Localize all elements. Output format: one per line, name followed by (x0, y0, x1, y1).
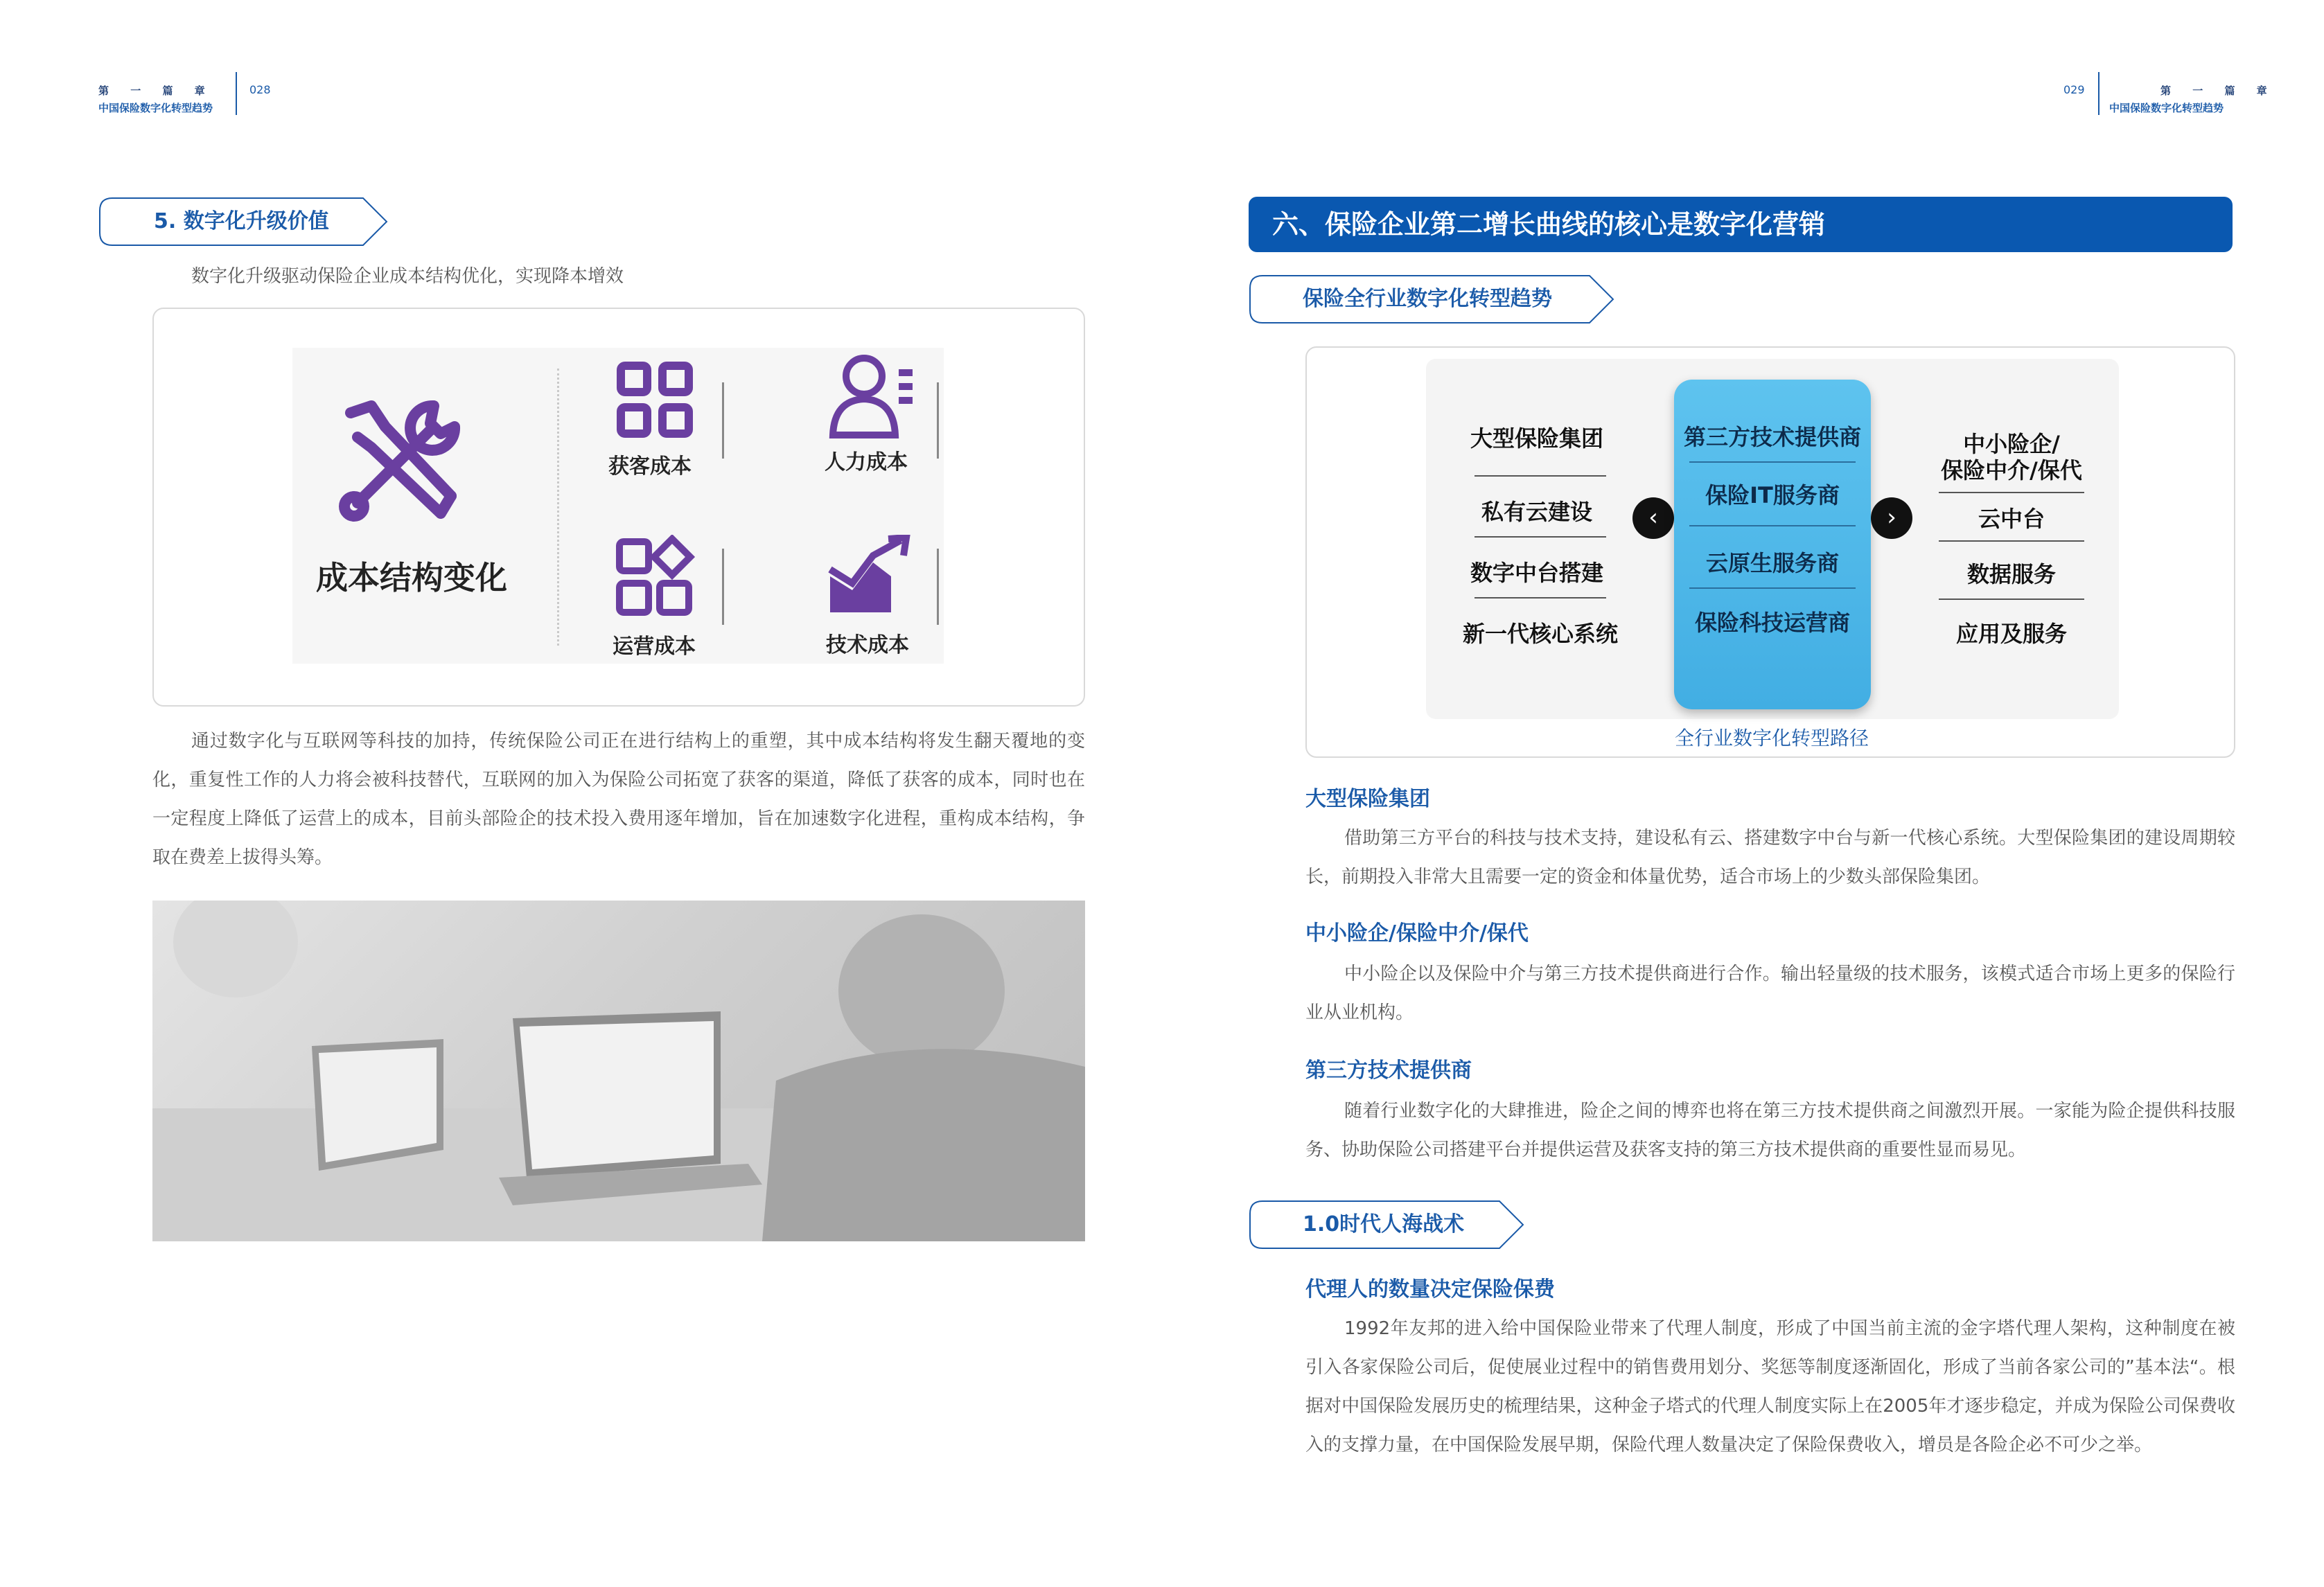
block-heading: 中小险企/保险中介/保代 (1305, 921, 1529, 946)
path-center-item: 保险科技运营商 (1694, 610, 1850, 636)
block-heading: 大型保险集团 (1305, 787, 1430, 811)
path-center-item: 第三方技术提供商 (1683, 424, 1861, 450)
chevron-right-icon[interactable]: › (1871, 497, 1912, 539)
block-text: 随着行业数字化的大肆推进，险企之间的博弈也将在第三方技术提供商之间激烈开展。一家能为险企提供科技服务、协助保险公司搭建平台并提供运营及获客支持的第三方技术提供商的重要性显而易见。 (1305, 1101, 2235, 1160)
page-number: 029 (2063, 83, 2085, 96)
path-divider (1689, 525, 1856, 526)
path-left-item: 新一代核心系统 (1462, 621, 1618, 647)
growth-chart-icon (825, 535, 915, 618)
section-tag (1249, 274, 1616, 324)
path-right-item: 中小险企/ 保险中介/保代 (1941, 431, 2082, 484)
path-divider (1939, 540, 2084, 542)
section-tag (1249, 1200, 1526, 1250)
path-center-panel (1674, 380, 1871, 709)
path-divider (1474, 597, 1606, 599)
path-center-item: 云原生服务商 (1705, 550, 1839, 576)
path-right-item: 云中台 (1978, 506, 2045, 532)
section-tag-label: 保险全行业数字化转型趋势 (1303, 287, 1552, 311)
intro-text: 数字化升级驱动保险企业成本结构优化，实现降本增效 (191, 266, 624, 287)
final-paragraph: 1992年友邦的进入给中国保险业带来了代理人制度，形成了中国当前主流的金字塔代理人架构，这种制度在被引入各家保险公司后，促使展业过程中的销售费用划分、奖惩等制度逐渐固化，形成了当前各家公司的”基本法“。根据对中国保险发展历史的梳理结果，这种金子塔式的代理人制度实际上在2005年才逐步稳定，并成为保险公司保费收入的支撑力量，在中国保险发展早期，保险代理人数量决定了保险保费收入，增员是各险企必不可少之举。 (1305, 1318, 2235, 1455)
down-arrow-icon (937, 382, 939, 459)
cost-center-label: 成本结构变化 (316, 559, 507, 596)
block-heading: 第三方技术提供商 (1305, 1058, 1472, 1083)
path-divider (1939, 492, 2084, 493)
path-divider (1689, 461, 1856, 463)
tools-icon (330, 385, 475, 531)
chapter-label: 第 一 篇 章 (2160, 85, 2276, 97)
section-tag-label: 5. 数字化升级价值 (154, 209, 329, 233)
header-divider (236, 72, 237, 115)
path-divider (1939, 599, 2084, 600)
down-arrow-icon (937, 549, 939, 625)
body-paragraph: 通过数字化与互联网等科技的加持，传统保险公司正在进行结构上的重塑，其中成本结构将发生翻天覆地的变化，重复性工作的人力将会被科技替代，互联网的加入为保险公司拓宽了获客的渠道，降低了获客的成本，同时也在一定程度上降低了运营上的成本，目前头部险企的技术投入费用逐年增加，旨在加速数字化进程，重构成本结构，争取在费差上拔得头筹。 (152, 731, 1085, 868)
down-arrow-icon (722, 549, 724, 625)
office-photo (152, 901, 1085, 1241)
path-figure-frame (1305, 346, 2235, 758)
cost-figure (292, 348, 944, 664)
down-arrow-icon (722, 382, 724, 459)
section-tag-label: 1.0时代人海战术 (1303, 1212, 1465, 1236)
sub-heading: 代理人的数量决定保险保费 (1305, 1277, 1555, 1302)
path-left-item: 私有云建设 (1481, 499, 1592, 525)
grid-shapes-icon (613, 535, 696, 618)
path-divider (1474, 475, 1606, 477)
figure-divider (557, 369, 559, 646)
path-left-item: 大型保险集团 (1470, 425, 1603, 452)
path-divider (1689, 587, 1856, 589)
path-right-item: 数据服务 (1966, 561, 2056, 587)
person-icon (826, 352, 916, 442)
cost-item-label: 运营成本 (613, 635, 696, 659)
chevron-left-icon[interactable]: ‹ (1632, 497, 1674, 539)
book-title: 中国保险数字化转型趋势 (2109, 102, 2224, 114)
cost-item-label: 人力成本 (825, 450, 908, 475)
book-title: 中国保险数字化转型趋势 (98, 102, 213, 114)
chapter-label: 第 一 篇 章 (98, 85, 214, 97)
chapter-banner (1249, 197, 2233, 252)
cost-item-label: 获客成本 (608, 454, 692, 479)
path-divider (1474, 536, 1606, 538)
cost-figure-frame (152, 308, 1085, 707)
path-center-item: 保险IT服务商 (1705, 482, 1840, 508)
cost-item-label: 技术成本 (826, 633, 909, 657)
path-right-item: 应用及服务 (1955, 621, 2067, 647)
path-left-item: 数字中台搭建 (1470, 560, 1603, 586)
header-divider (2098, 72, 2099, 115)
block-text: 借助第三方平台的科技与技术支持，建设私有云、搭建数字中台与新一代核心系统。大型保险集团的建设周期较长，前期投入非常大且需要一定的资金和体量优势，适合市场上的少数头部保险集团。 (1305, 828, 2235, 887)
chapter-banner-title: 六、保险企业第二增长曲线的核心是数字化营销 (1272, 209, 1826, 240)
section-tag (98, 197, 389, 247)
block-text: 中小险企以及保险中介与第三方技术提供商进行合作。输出轻量级的技术服务，该模式适合市场上更多的保险行业从业机构。 (1305, 964, 2235, 1023)
office-photo-illustration (152, 901, 1085, 1241)
qr-code-icon (613, 357, 696, 441)
page-number: 028 (249, 83, 271, 96)
figure-caption: 全行业数字化转型路径 (1674, 727, 1869, 750)
path-figure (1426, 359, 2119, 719)
